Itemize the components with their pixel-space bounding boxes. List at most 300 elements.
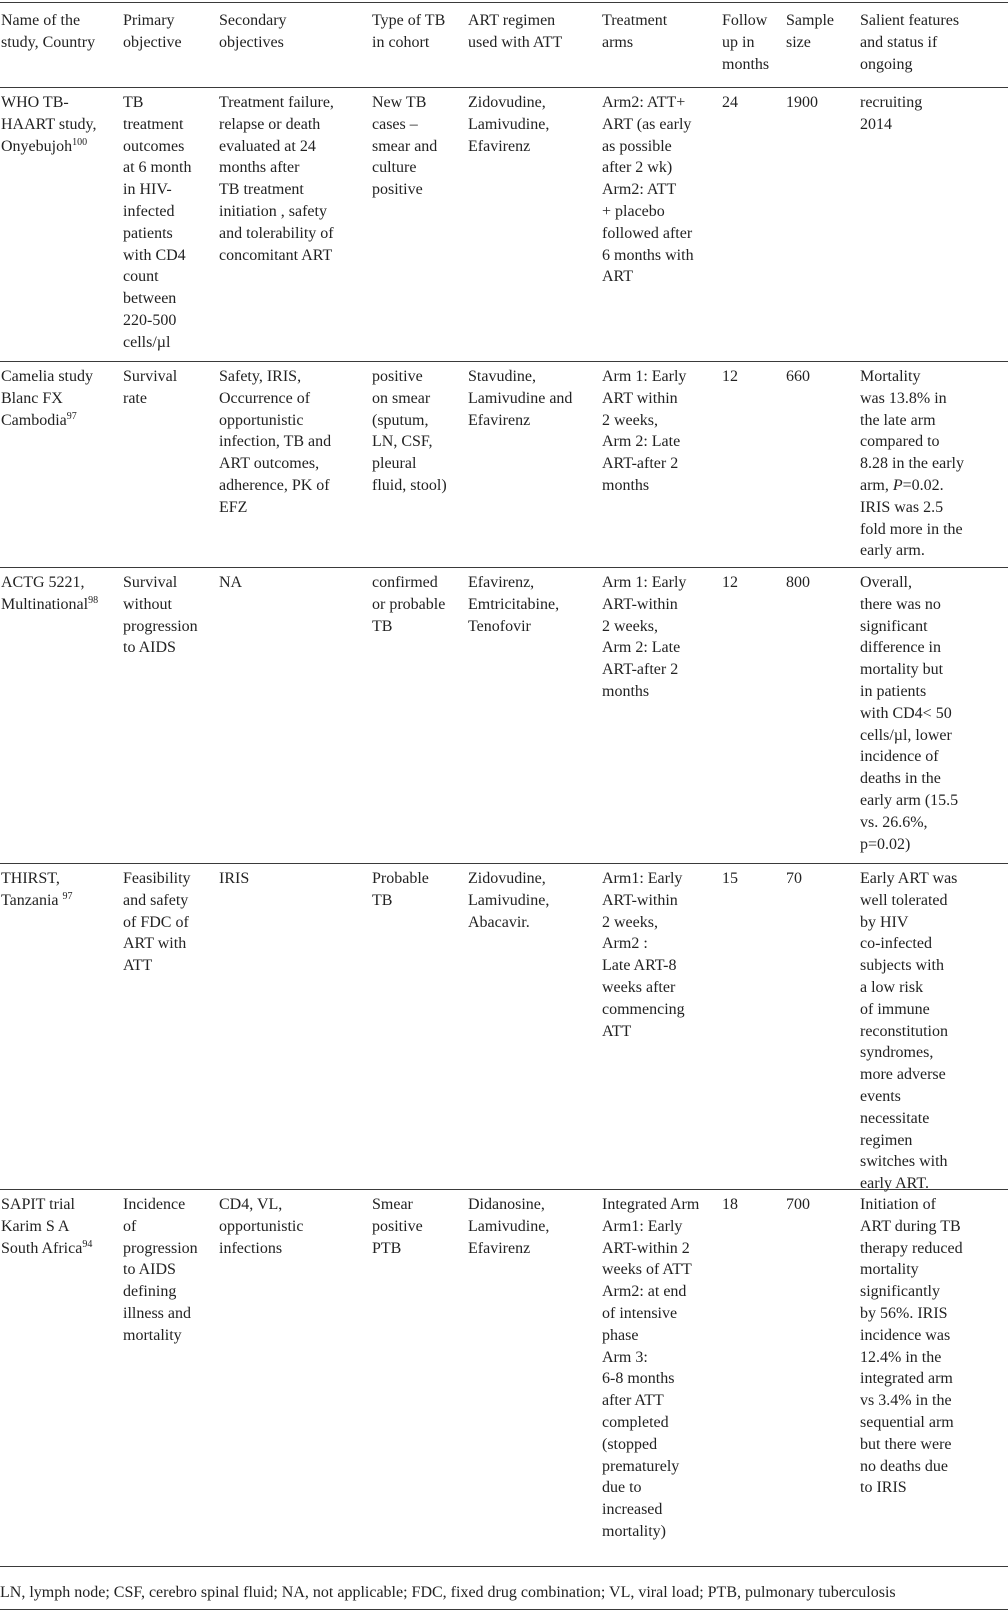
cell-primary-objective bbox=[123, 868, 191, 977]
cell-salient-features-line bbox=[860, 890, 957, 912]
cell-text: count bbox=[123, 268, 159, 286]
cell-treatment-arms-line bbox=[602, 431, 686, 453]
cell-text: vs. 26.6%, bbox=[860, 813, 928, 831]
cell-text: LN, CSF, bbox=[372, 433, 433, 451]
cell-treatment-arms-line bbox=[602, 616, 686, 638]
cell-treatment-arms-line bbox=[602, 266, 694, 288]
cell-text: of FDC of bbox=[123, 913, 189, 931]
reference-superscript: 100 bbox=[72, 136, 88, 148]
cell-tb-type-line bbox=[372, 572, 445, 594]
cell-salient-features-line bbox=[860, 999, 957, 1021]
cell-text: without bbox=[123, 595, 172, 613]
cell-text: New TB bbox=[372, 94, 427, 111]
cell-art-regimen-line bbox=[468, 868, 549, 890]
cell-text: months bbox=[722, 55, 770, 73]
cell-text: NA bbox=[219, 574, 243, 591]
cell-treatment-arms-line bbox=[602, 1194, 699, 1216]
cell-text: Type of TB bbox=[372, 12, 446, 29]
column-header-treatment-arms bbox=[602, 10, 667, 54]
cell-text: in patients bbox=[860, 682, 927, 700]
cell-text: adherence, PK of bbox=[219, 476, 330, 494]
cell-text: and safety bbox=[123, 891, 189, 909]
cell-primary-objective-line bbox=[123, 912, 191, 934]
cell-secondary-objectives bbox=[219, 868, 249, 890]
cell-text: Integrated Arm bbox=[602, 1196, 700, 1213]
cell-primary-objective-line bbox=[123, 1194, 198, 1216]
cell-secondary-objectives-line bbox=[219, 431, 331, 453]
cell-secondary-objectives bbox=[219, 92, 334, 266]
cell-treatment-arms-line bbox=[602, 933, 685, 955]
cell-secondary-objectives-line bbox=[219, 366, 331, 388]
cell-text: cells/µl, lower bbox=[860, 726, 952, 744]
cell-follow-up bbox=[722, 1194, 738, 1216]
cell-salient-features-line bbox=[860, 453, 964, 475]
cell-follow-up bbox=[722, 572, 738, 594]
cell-primary-objective-line bbox=[123, 136, 191, 158]
cell-primary-objective-line bbox=[123, 1303, 198, 1325]
cell-salient-features-line bbox=[860, 1130, 957, 1152]
cell-secondary-objectives-line bbox=[219, 136, 334, 158]
cell-secondary-objectives-line bbox=[219, 388, 331, 410]
cell-treatment-arms-line bbox=[602, 1259, 699, 1281]
cell-treatment-arms-line bbox=[602, 410, 686, 432]
cell-text: ATT bbox=[602, 1022, 632, 1040]
cell-salient-features-line bbox=[860, 497, 964, 519]
cell-text: Arm2: ATT bbox=[602, 181, 677, 199]
column-header-follow-up-line bbox=[722, 54, 769, 76]
cell-salient-features-line bbox=[860, 616, 958, 638]
cell-text: Blanc FX bbox=[1, 389, 63, 407]
cell-secondary-objectives-line bbox=[219, 245, 334, 267]
cell-text: opportunistic bbox=[219, 1217, 304, 1235]
table-rule bbox=[0, 1566, 1008, 1567]
cell-secondary-objectives-line bbox=[219, 179, 334, 201]
cell-text: Secondary bbox=[219, 12, 287, 29]
cell-text: Lamivudine, bbox=[468, 115, 550, 133]
cell-salient-features-line bbox=[860, 572, 958, 594]
cell-text: Arm 1: Early bbox=[602, 574, 687, 591]
cell-treatment-arms-line bbox=[602, 659, 686, 681]
cell-text: necessitate bbox=[860, 1109, 930, 1127]
cell-primary-objective-line bbox=[123, 616, 198, 638]
cell-text: confirmed bbox=[372, 574, 438, 591]
cell-text: ART-after 2 bbox=[602, 455, 679, 473]
cell-art-regimen-line bbox=[468, 912, 549, 934]
cell-primary-objective-line bbox=[123, 388, 177, 410]
reference-superscript: 97 bbox=[62, 890, 73, 902]
cell-salient-features-line bbox=[860, 681, 958, 703]
cell-text: to AIDS bbox=[123, 639, 176, 657]
cell-primary-objective-line bbox=[123, 933, 191, 955]
cell-salient-features-line bbox=[860, 868, 957, 890]
cell-treatment-arms-line bbox=[602, 1347, 699, 1369]
cell-salient-features-line bbox=[860, 1412, 963, 1434]
cell-study-name-line bbox=[1, 1238, 92, 1260]
cell-text: Didanosine, bbox=[468, 1196, 545, 1213]
cell-salient-features-line bbox=[860, 768, 958, 790]
column-header-secondary-objectives-line bbox=[219, 10, 287, 32]
cell-text: ART-after 2 bbox=[602, 661, 679, 679]
cell-text: early arm. bbox=[860, 542, 925, 560]
cell-text: 660 bbox=[786, 368, 810, 385]
cell-salient-features-line bbox=[860, 366, 964, 388]
cell-text: Zidovudine, bbox=[468, 870, 546, 887]
cell-salient-features-line bbox=[860, 1173, 957, 1195]
cell-text: size bbox=[786, 33, 811, 51]
cell-text: culture bbox=[372, 159, 417, 177]
cell-secondary-objectives-line bbox=[219, 497, 331, 519]
cell-text: and tolerability of bbox=[219, 224, 334, 242]
cell-text: of immune bbox=[860, 1000, 930, 1018]
cell-treatment-arms-line bbox=[602, 201, 694, 223]
cell-salient-features-line bbox=[860, 955, 957, 977]
column-header-secondary-objectives-line bbox=[219, 32, 287, 54]
cell-text: ACTG 5221, bbox=[1, 574, 85, 591]
cell-text: ART (as early bbox=[602, 115, 692, 133]
cell-text: integrated arm bbox=[860, 1370, 953, 1388]
cell-text: cells/µl bbox=[123, 333, 171, 351]
cell-treatment-arms-line bbox=[602, 999, 685, 1021]
cell-text: early arm (15.5 bbox=[860, 791, 959, 809]
cell-text: there was no bbox=[860, 595, 941, 613]
cell-text: 2 weeks, bbox=[602, 411, 658, 429]
cell-sample-size-line bbox=[786, 868, 802, 890]
column-header-follow-up-line bbox=[722, 32, 769, 54]
cell-treatment-arms-line bbox=[602, 388, 686, 410]
cell-primary-objective-line bbox=[123, 572, 198, 594]
cell-text: difference in bbox=[860, 639, 941, 657]
cell-text: ART within bbox=[602, 389, 678, 407]
cell-salient-features-line bbox=[860, 1108, 957, 1130]
cell-text: incidence of bbox=[860, 748, 939, 766]
cell-text: events bbox=[860, 1087, 901, 1105]
cell-text: regimen bbox=[860, 1131, 913, 1149]
cell-text: (stopped bbox=[602, 1435, 658, 1453]
cell-tb-type-line bbox=[372, 366, 447, 388]
cell-text: followed after bbox=[602, 224, 693, 242]
cell-text: 700 bbox=[786, 1196, 810, 1213]
cell-salient-features-line bbox=[860, 1456, 963, 1478]
cell-salient-features-line bbox=[860, 659, 958, 681]
cell-text: Emtricitabine, bbox=[468, 595, 560, 613]
cell-text: 70 bbox=[786, 870, 802, 887]
cell-text: used with ATT bbox=[468, 33, 563, 51]
cell-treatment-arms-line bbox=[602, 1521, 699, 1543]
cell-sample-size bbox=[786, 868, 802, 890]
cell-text: ART-within 2 bbox=[602, 1239, 690, 1257]
cell-text: by 56%. IRIS bbox=[860, 1304, 948, 1322]
cell-salient-features-line bbox=[860, 725, 958, 747]
column-header-sample-size-line bbox=[786, 10, 834, 32]
cell-text: arms bbox=[602, 33, 634, 51]
cell-text: study, Country bbox=[1, 33, 96, 51]
cell-tb-type bbox=[372, 572, 445, 637]
cell-treatment-arms-line bbox=[602, 977, 685, 999]
column-header-salient-features bbox=[860, 10, 959, 75]
cell-text: 24 bbox=[722, 94, 738, 111]
cell-treatment-arms-line bbox=[602, 890, 685, 912]
cell-text: smear and bbox=[372, 137, 438, 155]
cell-study-name-line bbox=[1, 366, 93, 388]
cell-tb-type-line bbox=[372, 1238, 423, 1260]
cell-text: Arm 2: Late bbox=[602, 639, 681, 657]
cell-secondary-objectives-line bbox=[219, 92, 334, 114]
cell-primary-objective-line bbox=[123, 92, 191, 114]
cell-secondary-objectives-line bbox=[219, 1194, 303, 1216]
cell-text: fold more in the bbox=[860, 520, 963, 538]
cell-treatment-arms-line bbox=[602, 637, 686, 659]
cell-text: Late ART-8 bbox=[602, 957, 677, 975]
cell-text: TB treatment bbox=[219, 181, 304, 199]
cell-text: after ATT bbox=[602, 1392, 664, 1410]
cell-treatment-arms bbox=[602, 1194, 699, 1543]
cell-text: between bbox=[123, 290, 177, 308]
cell-text: South Africa bbox=[1, 1239, 83, 1257]
cell-text: switches with bbox=[860, 1153, 948, 1171]
cell-text: Name of the bbox=[1, 12, 81, 29]
cell-text: Efavirenz, bbox=[468, 574, 535, 591]
cell-text: at 6 month bbox=[123, 159, 192, 177]
column-header-tb-type-line bbox=[372, 32, 445, 54]
cell-text: cases – bbox=[372, 115, 418, 133]
cell-text: 220-500 bbox=[123, 311, 177, 329]
cell-tb-type-line bbox=[372, 157, 437, 179]
cell-art-regimen-line bbox=[468, 388, 572, 410]
column-header-study-name bbox=[1, 10, 95, 54]
cell-text: relapse or death bbox=[219, 115, 321, 133]
cell-text: p=0.02) bbox=[860, 835, 911, 853]
cell-text: TB bbox=[372, 891, 393, 909]
cell-treatment-arms-line bbox=[602, 594, 686, 616]
cell-text: rate bbox=[123, 389, 147, 407]
cell-text: defining bbox=[123, 1283, 177, 1301]
cell-secondary-objectives-line bbox=[219, 868, 249, 890]
cell-salient-features-line bbox=[860, 1238, 963, 1260]
column-header-follow-up bbox=[722, 10, 769, 75]
cell-text: of intensive bbox=[602, 1304, 678, 1322]
cell-text: Treatment failure, bbox=[219, 94, 334, 111]
cell-text: in cohort bbox=[372, 33, 430, 51]
cell-primary-objective-line bbox=[123, 366, 177, 388]
table-rule bbox=[0, 863, 1008, 864]
cell-text: significant bbox=[860, 617, 928, 635]
cell-study-name bbox=[1, 366, 93, 431]
cell-salient-features-line bbox=[860, 540, 964, 562]
cell-text: early ART. bbox=[860, 1175, 929, 1193]
cell-primary-objective-line bbox=[123, 890, 191, 912]
cell-study-name bbox=[1, 92, 97, 157]
cell-primary-objective-line bbox=[123, 868, 191, 890]
cell-tb-type bbox=[372, 366, 447, 497]
cell-primary-objective-line bbox=[123, 245, 191, 267]
cell-treatment-arms-line bbox=[602, 868, 685, 890]
cell-secondary-objectives bbox=[219, 572, 242, 594]
cell-tb-type bbox=[372, 92, 437, 201]
cell-secondary-objectives-line bbox=[219, 1216, 303, 1238]
cell-text: compared to bbox=[860, 433, 940, 451]
cell-treatment-arms-line bbox=[602, 453, 686, 475]
cell-tb-type-line bbox=[372, 868, 429, 890]
cell-text: Safety, IRIS, bbox=[219, 368, 302, 385]
cell-primary-objective-line bbox=[123, 637, 198, 659]
cell-treatment-arms-line bbox=[602, 1021, 685, 1043]
cell-study-name bbox=[1, 1194, 92, 1259]
cell-text: subjects with bbox=[860, 957, 944, 975]
cell-tb-type bbox=[372, 1194, 423, 1259]
cell-text: Efavirenz bbox=[468, 411, 531, 429]
cell-salient-features-line bbox=[860, 431, 964, 453]
cell-text: Mortality bbox=[860, 368, 921, 385]
cell-salient-features-line bbox=[860, 1434, 963, 1456]
cell-treatment-arms-line bbox=[602, 245, 694, 267]
cell-text: as possible bbox=[602, 137, 672, 155]
cell-salient-features-line bbox=[860, 92, 922, 114]
cell-text: Onyebujoh bbox=[1, 137, 73, 155]
cell-text: recruiting bbox=[860, 94, 923, 111]
cell-text: but there were bbox=[860, 1435, 952, 1453]
cell-primary-objective-line bbox=[123, 1216, 198, 1238]
cell-text: up in bbox=[722, 33, 755, 51]
cell-text: 12 bbox=[722, 574, 738, 591]
cell-treatment-arms-line bbox=[602, 1325, 699, 1347]
column-header-sample-size bbox=[786, 10, 834, 54]
cell-text: Zidovudine, bbox=[468, 94, 546, 111]
cell-text: Efavirenz bbox=[468, 1239, 531, 1257]
cell-text: PTB bbox=[372, 1239, 402, 1257]
cell-text: patients bbox=[123, 224, 173, 242]
cell-treatment-arms-line bbox=[602, 1238, 699, 1260]
cell-text: opportunistic bbox=[219, 411, 304, 429]
cell-text: more adverse bbox=[860, 1066, 946, 1084]
cell-sample-size bbox=[786, 366, 810, 388]
cell-tb-type-line bbox=[372, 890, 429, 912]
cell-treatment-arms-line bbox=[602, 572, 686, 594]
cell-sample-size bbox=[786, 1194, 810, 1216]
cell-tb-type-line bbox=[372, 594, 445, 616]
cell-primary-objective-line bbox=[123, 157, 191, 179]
cell-primary-objective-line bbox=[123, 114, 191, 136]
cell-text: 6 months with bbox=[602, 246, 694, 264]
cell-tb-type-line bbox=[372, 1194, 423, 1216]
cell-text: Camelia study bbox=[1, 368, 93, 385]
column-header-art-regimen bbox=[468, 10, 562, 54]
cell-sample-size-line bbox=[786, 92, 818, 114]
cell-text: TB bbox=[123, 94, 144, 111]
cell-text: prematurely bbox=[602, 1457, 680, 1475]
cell-salient-features-line bbox=[860, 1259, 963, 1281]
cell-salient-features-line bbox=[860, 1390, 963, 1412]
cell-text: sequential arm bbox=[860, 1413, 954, 1431]
cell-salient-features-line bbox=[860, 475, 964, 497]
cell-study-name-line bbox=[1, 114, 97, 136]
cell-follow-up-line bbox=[722, 1194, 738, 1216]
cell-treatment-arms-line bbox=[602, 1499, 699, 1521]
cell-text: no deaths due bbox=[860, 1457, 948, 1475]
cell-secondary-objectives-line bbox=[219, 157, 334, 179]
cell-salient-features-line bbox=[860, 1281, 963, 1303]
cell-study-name-line bbox=[1, 572, 98, 594]
cell-text: by HIV bbox=[860, 913, 909, 931]
cell-text: after 2 wk) bbox=[602, 159, 673, 177]
cell-salient-features-line bbox=[860, 594, 958, 616]
table-rule bbox=[0, 1189, 1008, 1190]
cell-secondary-objectives bbox=[219, 366, 331, 519]
cell-treatment-arms-line bbox=[602, 366, 686, 388]
cell-art-regimen bbox=[468, 1194, 549, 1259]
cell-treatment-arms-line bbox=[602, 912, 685, 934]
cell-text: Arm1: Early bbox=[602, 1217, 683, 1235]
cell-follow-up-line bbox=[722, 366, 738, 388]
cell-text: THIRST, bbox=[1, 870, 60, 887]
cell-primary-objective-line bbox=[123, 1325, 198, 1347]
table-rule bbox=[0, 1609, 1008, 1610]
cell-salient-features-line bbox=[860, 1042, 957, 1064]
cell-text: well tolerated bbox=[860, 891, 948, 909]
cell-art-regimen bbox=[468, 92, 549, 157]
cell-salient-features-line bbox=[860, 1064, 957, 1086]
cell-text: of bbox=[123, 1217, 137, 1235]
cell-text: IRIS bbox=[219, 870, 250, 887]
cell-text: was 13.8% in bbox=[860, 389, 947, 407]
cell-treatment-arms bbox=[602, 572, 686, 703]
cell-sample-size bbox=[786, 92, 818, 114]
cell-treatment-arms-line bbox=[602, 92, 694, 114]
cell-text: progression bbox=[123, 1239, 198, 1257]
cell-text: ATT bbox=[123, 957, 153, 975]
cell-text: ART regimen bbox=[468, 12, 556, 29]
cell-salient-features-line bbox=[860, 1021, 957, 1043]
cell-text: concomitant ART bbox=[219, 246, 333, 264]
cell-study-name bbox=[1, 572, 98, 616]
cell-study-name-line bbox=[1, 868, 73, 890]
cell-tb-type-line bbox=[372, 453, 447, 475]
cell-text: positive bbox=[372, 181, 423, 199]
cell-art-regimen bbox=[468, 572, 559, 637]
cell-art-regimen-line bbox=[468, 1194, 549, 1216]
cell-text: due to bbox=[602, 1479, 642, 1497]
cell-text: 15 bbox=[722, 870, 738, 887]
cell-text: Occurrence of bbox=[219, 389, 311, 407]
cell-text: 2 weeks, bbox=[602, 617, 658, 635]
cell-text: significantly bbox=[860, 1283, 940, 1301]
cell-text: objective bbox=[123, 33, 182, 51]
cell-tb-type-line bbox=[372, 616, 445, 638]
cell-salient-features-line bbox=[860, 977, 957, 999]
cell-text: weeks of ATT bbox=[602, 1261, 692, 1279]
cell-primary-objective bbox=[123, 572, 198, 659]
cell-text: Incidence bbox=[123, 1196, 186, 1213]
cell-text: ART during TB bbox=[860, 1217, 961, 1235]
cell-primary-objective-line bbox=[123, 266, 191, 288]
cell-sample-size bbox=[786, 572, 810, 594]
cell-treatment-arms-line bbox=[602, 955, 685, 977]
cell-tb-type-line bbox=[372, 92, 437, 114]
cell-text: ART-within bbox=[602, 595, 678, 613]
cell-text: 6-8 months bbox=[602, 1370, 675, 1388]
cell-tb-type-line bbox=[372, 410, 447, 432]
cell-text: deaths in the bbox=[860, 770, 941, 788]
cell-secondary-objectives-line bbox=[219, 223, 334, 245]
cell-text: Early ART was bbox=[860, 870, 958, 887]
cell-art-regimen-line bbox=[468, 114, 549, 136]
cell-text: Lamivudine, bbox=[468, 1217, 550, 1235]
cell-salient-features-line bbox=[860, 1151, 957, 1173]
cell-salient-features-line bbox=[860, 1303, 963, 1325]
cell-salient-features bbox=[860, 92, 922, 136]
cell-text: Efavirenz bbox=[468, 137, 531, 155]
cell-salient-features-line bbox=[860, 410, 964, 432]
cell-treatment-arms-line bbox=[602, 1412, 699, 1434]
